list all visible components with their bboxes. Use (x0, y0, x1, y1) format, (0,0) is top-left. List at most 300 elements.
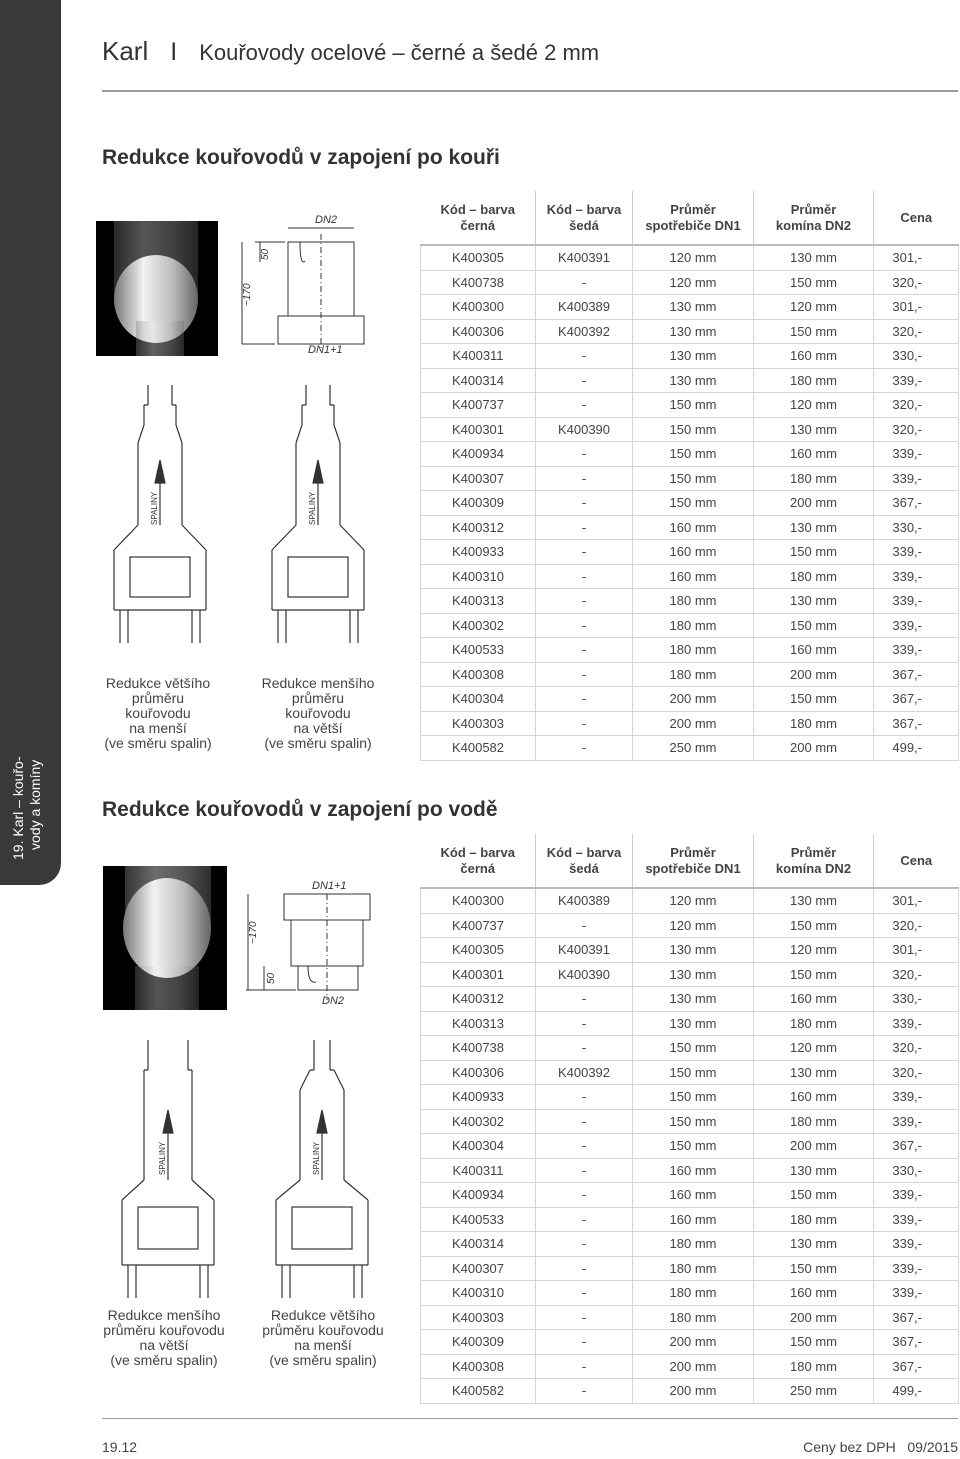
table-cell: K400738 (421, 270, 536, 295)
table-row (421, 1036, 959, 1061)
table-row (421, 987, 959, 1012)
header-line: komína DN2 (775, 217, 852, 233)
table-cell: 150 mm (633, 491, 754, 516)
price-cell: 339,- (874, 638, 959, 663)
table-row (421, 491, 959, 516)
table-cell: K400389 (536, 295, 633, 320)
table-cell: 130 mm (633, 295, 754, 320)
table-cell: K400313 (421, 1011, 536, 1036)
table-cell: K400302 (421, 1109, 536, 1134)
table-cell: - (536, 913, 633, 938)
table-cell: 150 mm (754, 1183, 874, 1208)
table-cell: - (536, 564, 633, 589)
table-cell: 200 mm (633, 1354, 754, 1379)
header-line: Kód – barva (440, 844, 515, 860)
table-cell: 250 mm (754, 1379, 874, 1404)
table-cell: - (536, 1256, 633, 1281)
table-cell: 150 mm (754, 270, 874, 295)
table-row (421, 1305, 959, 1330)
section2-price-table (420, 834, 959, 1404)
header-line: Průměr (790, 844, 837, 860)
section1-stove-diagram-right (258, 385, 378, 645)
table-cell: - (536, 344, 633, 369)
table-row (421, 888, 959, 913)
table-cell: 180 mm (754, 1207, 874, 1232)
table-row (421, 417, 959, 442)
side-tab-line2: vody a komíny (27, 759, 43, 850)
table-cell: 180 mm (633, 613, 754, 638)
table-cell: 160 mm (754, 344, 874, 369)
price-cell: 367,- (874, 491, 959, 516)
table-cell: K400533 (421, 1207, 536, 1232)
table-cell: 130 mm (633, 1011, 754, 1036)
section2-dim-small: 50 (266, 972, 277, 984)
table-row (421, 1281, 959, 1306)
table-cell: - (536, 491, 633, 516)
table-row (421, 711, 959, 736)
table-cell: 130 mm (754, 888, 874, 913)
brand-name: Karl (102, 36, 149, 66)
caption-line: průměru (291, 690, 345, 706)
header-line: spotřebiče DN1 (645, 860, 741, 876)
section1-title: Redukce kouřovodů v zapojení po kouři (102, 146, 500, 169)
table-cell: 150 mm (633, 1134, 754, 1159)
price-cell: 339,- (874, 1281, 959, 1306)
table-cell: K400304 (421, 1134, 536, 1159)
table-cell: K400300 (421, 888, 536, 913)
table-cell: 180 mm (633, 1281, 754, 1306)
caption-line: (ve směru spalin) (104, 735, 212, 751)
table-cell: 130 mm (754, 1158, 874, 1183)
section2-caption-left (94, 1308, 234, 1368)
table-cell: 150 mm (754, 1256, 874, 1281)
table-cell: 160 mm (754, 1085, 874, 1110)
caption-line: (ve směru spalin) (264, 735, 372, 751)
table-cell: 120 mm (754, 295, 874, 320)
table-cell: - (536, 540, 633, 565)
table-cell: - (536, 1036, 633, 1061)
section1-spaliny-left: SPALINY (150, 491, 159, 525)
table-row (421, 540, 959, 565)
section1-dimension-drawing (230, 206, 390, 356)
table-row (421, 1158, 959, 1183)
table-row (421, 393, 959, 418)
header-line: Kód – barva (546, 844, 622, 860)
page-title: Kouřovody ocelové – černé a šedé 2 mm (199, 40, 600, 65)
table-cell: 150 mm (754, 687, 874, 712)
table-cell: K400389 (536, 888, 633, 913)
table-cell: 120 mm (633, 270, 754, 295)
side-tab-line1: 19. Karl – kouřo- (10, 756, 26, 860)
table-row (421, 1134, 959, 1159)
table-cell: K400533 (421, 638, 536, 663)
header-line: šedá (569, 860, 599, 876)
price-cell: 320,- (874, 417, 959, 442)
table-cell: - (536, 1134, 633, 1159)
section1-dim-small: 50 (260, 248, 271, 260)
table-cell: - (536, 1183, 633, 1208)
table-header-cell (874, 191, 959, 245)
table-cell: K400390 (536, 417, 633, 442)
header-divider (102, 90, 958, 92)
caption-line: Redukce menšího (107, 1307, 221, 1323)
table-cell: 160 mm (633, 515, 754, 540)
table-cell: 160 mm (754, 987, 874, 1012)
section2-dim-total: ~170 (248, 921, 259, 944)
table-row (421, 662, 959, 687)
footer-date: 09/2015 (907, 1439, 958, 1455)
price-cell: 320,- (874, 319, 959, 344)
table-cell: 130 mm (633, 938, 754, 963)
price-cell: 367,- (874, 1330, 959, 1355)
table-cell: 150 mm (754, 319, 874, 344)
table-header-cell (536, 834, 633, 888)
header-line: Kód – barva (440, 201, 515, 217)
price-cell: 301,- (874, 888, 959, 913)
table-cell: 130 mm (633, 987, 754, 1012)
table-cell: 130 mm (754, 515, 874, 540)
table-cell: - (536, 1158, 633, 1183)
footer-note (803, 1439, 958, 1455)
header-line: černá (460, 860, 496, 876)
table-cell: K400309 (421, 1330, 536, 1355)
table-cell: - (536, 1085, 633, 1110)
table-row (421, 1256, 959, 1281)
table-cell: 130 mm (754, 245, 874, 270)
table-cell: K400312 (421, 515, 536, 540)
table-cell: K400310 (421, 1281, 536, 1306)
table-row (421, 515, 959, 540)
table-header-cell (754, 834, 874, 888)
price-cell: 330,- (874, 987, 959, 1012)
table-cell: 180 mm (633, 1305, 754, 1330)
table-row (421, 1011, 959, 1036)
table-cell: - (536, 1232, 633, 1257)
section1-dim-top: DN2 (315, 214, 338, 226)
table-header-cell (754, 191, 874, 245)
table-row (421, 1183, 959, 1208)
table-cell: 150 mm (633, 1085, 754, 1110)
table-row (421, 938, 959, 963)
table-cell: - (536, 1109, 633, 1134)
table-cell: 130 mm (633, 368, 754, 393)
table-cell: - (536, 613, 633, 638)
section1-product-photo (96, 221, 218, 356)
table-cell: K400582 (421, 1379, 536, 1404)
section2-dim-top: DN1+1 (312, 880, 347, 892)
table-cell: K400306 (421, 1060, 536, 1085)
table-cell: - (536, 1207, 633, 1232)
table-cell: K400304 (421, 687, 536, 712)
caption-line: Redukce většího (105, 675, 211, 691)
table-cell: 150 mm (633, 1109, 754, 1134)
price-cell: 339,- (874, 540, 959, 565)
table-cell: - (536, 1011, 633, 1036)
table-cell: 120 mm (754, 938, 874, 963)
table-row (421, 1207, 959, 1232)
price-cell: 339,- (874, 368, 959, 393)
price-cell: 499,- (874, 1379, 959, 1404)
table-cell: K400311 (421, 344, 536, 369)
caption-line: kouřovodu (125, 705, 191, 721)
header-line: Průměr (790, 201, 837, 217)
table-cell: K400308 (421, 662, 536, 687)
table-cell: K400301 (421, 962, 536, 987)
table-cell: 120 mm (633, 888, 754, 913)
table-cell: 160 mm (633, 1158, 754, 1183)
table-cell: K400300 (421, 295, 536, 320)
section1-caption-right (248, 676, 388, 751)
table-cell: - (536, 736, 633, 761)
table-cell: 180 mm (633, 638, 754, 663)
table-cell: 150 mm (633, 393, 754, 418)
price-cell: 339,- (874, 1183, 959, 1208)
table-cell: K400392 (536, 319, 633, 344)
table-cell: 160 mm (754, 638, 874, 663)
table-cell: K400582 (421, 736, 536, 761)
page-header (102, 36, 599, 67)
table-cell: 150 mm (633, 466, 754, 491)
price-cell: 301,- (874, 938, 959, 963)
section1-spaliny-right: SPALINY (308, 491, 317, 525)
section2-title: Redukce kouřovodů v zapojení po vodě (102, 798, 498, 821)
table-cell: 160 mm (633, 540, 754, 565)
caption-line: (ve směru spalin) (269, 1352, 377, 1368)
table-cell: K400307 (421, 1256, 536, 1281)
table-cell: 160 mm (754, 442, 874, 467)
table-cell: - (536, 687, 633, 712)
caption-line: Redukce většího (270, 1307, 376, 1323)
table-cell: 150 mm (754, 913, 874, 938)
section1-dim-bottom: DN1+1 (308, 344, 343, 356)
table-cell: 150 mm (754, 1330, 874, 1355)
table-cell: - (536, 270, 633, 295)
price-cell: 330,- (874, 515, 959, 540)
table-cell: K400308 (421, 1354, 536, 1379)
table-cell: 130 mm (633, 344, 754, 369)
price-cell: 320,- (874, 1036, 959, 1061)
price-cell: 367,- (874, 687, 959, 712)
price-cell: 320,- (874, 1060, 959, 1085)
table-cell: K400309 (421, 491, 536, 516)
section1-price-table (420, 191, 959, 761)
section2-caption-right (253, 1308, 393, 1368)
caption-line: Redukce menšího (261, 675, 375, 691)
table-row (421, 344, 959, 369)
table-cell: 160 mm (754, 1281, 874, 1306)
table-row (421, 1330, 959, 1355)
table-cell: K400301 (421, 417, 536, 442)
table-cell: K400738 (421, 1036, 536, 1061)
table-cell: 150 mm (754, 540, 874, 565)
price-cell: 339,- (874, 442, 959, 467)
table-cell: - (536, 442, 633, 467)
table-cell: 130 mm (754, 1232, 874, 1257)
table-header-cell (536, 191, 633, 245)
table-cell: 180 mm (633, 1232, 754, 1257)
header-line: Cena (900, 852, 933, 868)
table-cell: K400305 (421, 245, 536, 270)
footer-price-note: Ceny bez DPH (803, 1439, 896, 1455)
price-cell: 339,- (874, 1232, 959, 1257)
price-cell: 339,- (874, 1256, 959, 1281)
caption-line: kouřovodu (285, 705, 351, 721)
header-line: Průměr (670, 844, 716, 860)
table-cell: 200 mm (754, 1134, 874, 1159)
caption-line: na menší (129, 720, 187, 736)
table-row (421, 442, 959, 467)
table-cell: K400310 (421, 564, 536, 589)
table-cell: K400306 (421, 319, 536, 344)
table-cell: - (536, 368, 633, 393)
table-cell: K400303 (421, 711, 536, 736)
table-row (421, 613, 959, 638)
price-cell: 367,- (874, 1134, 959, 1159)
table-cell: - (536, 1305, 633, 1330)
section2-stove-diagram-right (262, 1040, 382, 1300)
table-cell: - (536, 987, 633, 1012)
table-row (421, 1109, 959, 1134)
table-cell: K400303 (421, 1305, 536, 1330)
table-row (421, 368, 959, 393)
price-cell: 367,- (874, 711, 959, 736)
header-line: černá (460, 217, 496, 233)
table-cell: - (536, 589, 633, 614)
price-cell: 367,- (874, 1354, 959, 1379)
table-cell: 200 mm (754, 1305, 874, 1330)
table-row (421, 319, 959, 344)
table-cell: K400392 (536, 1060, 633, 1085)
table-cell: K400305 (421, 938, 536, 963)
table-cell: 150 mm (633, 1060, 754, 1085)
table-header-cell (421, 834, 536, 888)
section1-stove-diagram-left (100, 385, 220, 645)
table-cell: - (536, 515, 633, 540)
header-line: šedá (569, 217, 599, 233)
header-line: spotřebiče DN1 (645, 217, 741, 233)
table-row (421, 687, 959, 712)
price-cell: 320,- (874, 270, 959, 295)
table-cell: 120 mm (754, 1036, 874, 1061)
table-cell: - (536, 1379, 633, 1404)
table-row (421, 1060, 959, 1085)
table-cell: 150 mm (633, 417, 754, 442)
side-tab-label (10, 740, 44, 860)
table-cell: K400391 (536, 938, 633, 963)
table-row (421, 245, 959, 270)
table-cell: K400314 (421, 1232, 536, 1257)
table-cell: K400737 (421, 393, 536, 418)
table-cell: - (536, 1354, 633, 1379)
table-cell: K400391 (536, 245, 633, 270)
table-cell: K400311 (421, 1158, 536, 1183)
table-cell: K400302 (421, 613, 536, 638)
footer-divider (102, 1418, 958, 1419)
table-cell: 150 mm (754, 962, 874, 987)
caption-line: průměru kouřovodu (262, 1322, 384, 1338)
table-cell: 200 mm (633, 711, 754, 736)
table-cell: 130 mm (754, 1060, 874, 1085)
table-row (421, 589, 959, 614)
table-header-cell (421, 191, 536, 245)
table-row (421, 466, 959, 491)
table-cell: 200 mm (633, 1330, 754, 1355)
table-cell: 200 mm (754, 662, 874, 687)
header-line: Cena (900, 209, 933, 225)
table-cell: - (536, 1281, 633, 1306)
table-header-cell (633, 834, 754, 888)
table-cell: 200 mm (633, 687, 754, 712)
section2-spaliny-left: SPALINY (158, 1141, 167, 1175)
price-cell: 320,- (874, 962, 959, 987)
table-cell: 130 mm (754, 417, 874, 442)
table-header-cell (633, 191, 754, 245)
table-cell: 120 mm (754, 393, 874, 418)
table-cell: 200 mm (754, 491, 874, 516)
table-cell: K400390 (536, 962, 633, 987)
table-cell: 180 mm (754, 1109, 874, 1134)
table-cell: 160 mm (633, 564, 754, 589)
price-cell: 320,- (874, 913, 959, 938)
table-row (421, 638, 959, 663)
price-cell: 339,- (874, 589, 959, 614)
header-separator: I (170, 38, 178, 66)
table-row (421, 295, 959, 320)
table-cell: K400307 (421, 466, 536, 491)
table-header-cell (874, 834, 959, 888)
header-line: Průměr (670, 201, 716, 217)
caption-line: na větší (293, 720, 343, 736)
table-cell: K400314 (421, 368, 536, 393)
section2-dimension-drawing (236, 872, 386, 1012)
table-cell: 160 mm (633, 1207, 754, 1232)
price-cell: 367,- (874, 1305, 959, 1330)
price-cell: 339,- (874, 466, 959, 491)
table-cell: 130 mm (633, 962, 754, 987)
table-cell: 250 mm (633, 736, 754, 761)
section2-stove-diagram-left (108, 1040, 228, 1300)
table-cell: 120 mm (633, 913, 754, 938)
table-cell: 180 mm (754, 368, 874, 393)
table-cell: 180 mm (633, 589, 754, 614)
table-cell: 150 mm (633, 1036, 754, 1061)
price-cell: 339,- (874, 564, 959, 589)
table-cell: - (536, 711, 633, 736)
price-cell: 339,- (874, 613, 959, 638)
table-row (421, 962, 959, 987)
table-cell: 180 mm (633, 662, 754, 687)
table-row (421, 1379, 959, 1404)
caption-line: na menší (294, 1337, 352, 1353)
price-cell: 301,- (874, 245, 959, 270)
table-cell: K400934 (421, 1183, 536, 1208)
table-cell: K400933 (421, 540, 536, 565)
table-cell: 130 mm (633, 319, 754, 344)
table-row (421, 564, 959, 589)
table-cell: - (536, 662, 633, 687)
table-cell: - (536, 638, 633, 663)
table-cell: 150 mm (633, 442, 754, 467)
table-cell: 150 mm (754, 613, 874, 638)
table-row (421, 736, 959, 761)
table-cell: 160 mm (633, 1183, 754, 1208)
table-cell: K400934 (421, 442, 536, 467)
table-cell: 200 mm (633, 1379, 754, 1404)
price-cell: 367,- (874, 662, 959, 687)
table-row (421, 1232, 959, 1257)
table-cell: 180 mm (754, 466, 874, 491)
table-cell: 180 mm (633, 1256, 754, 1281)
